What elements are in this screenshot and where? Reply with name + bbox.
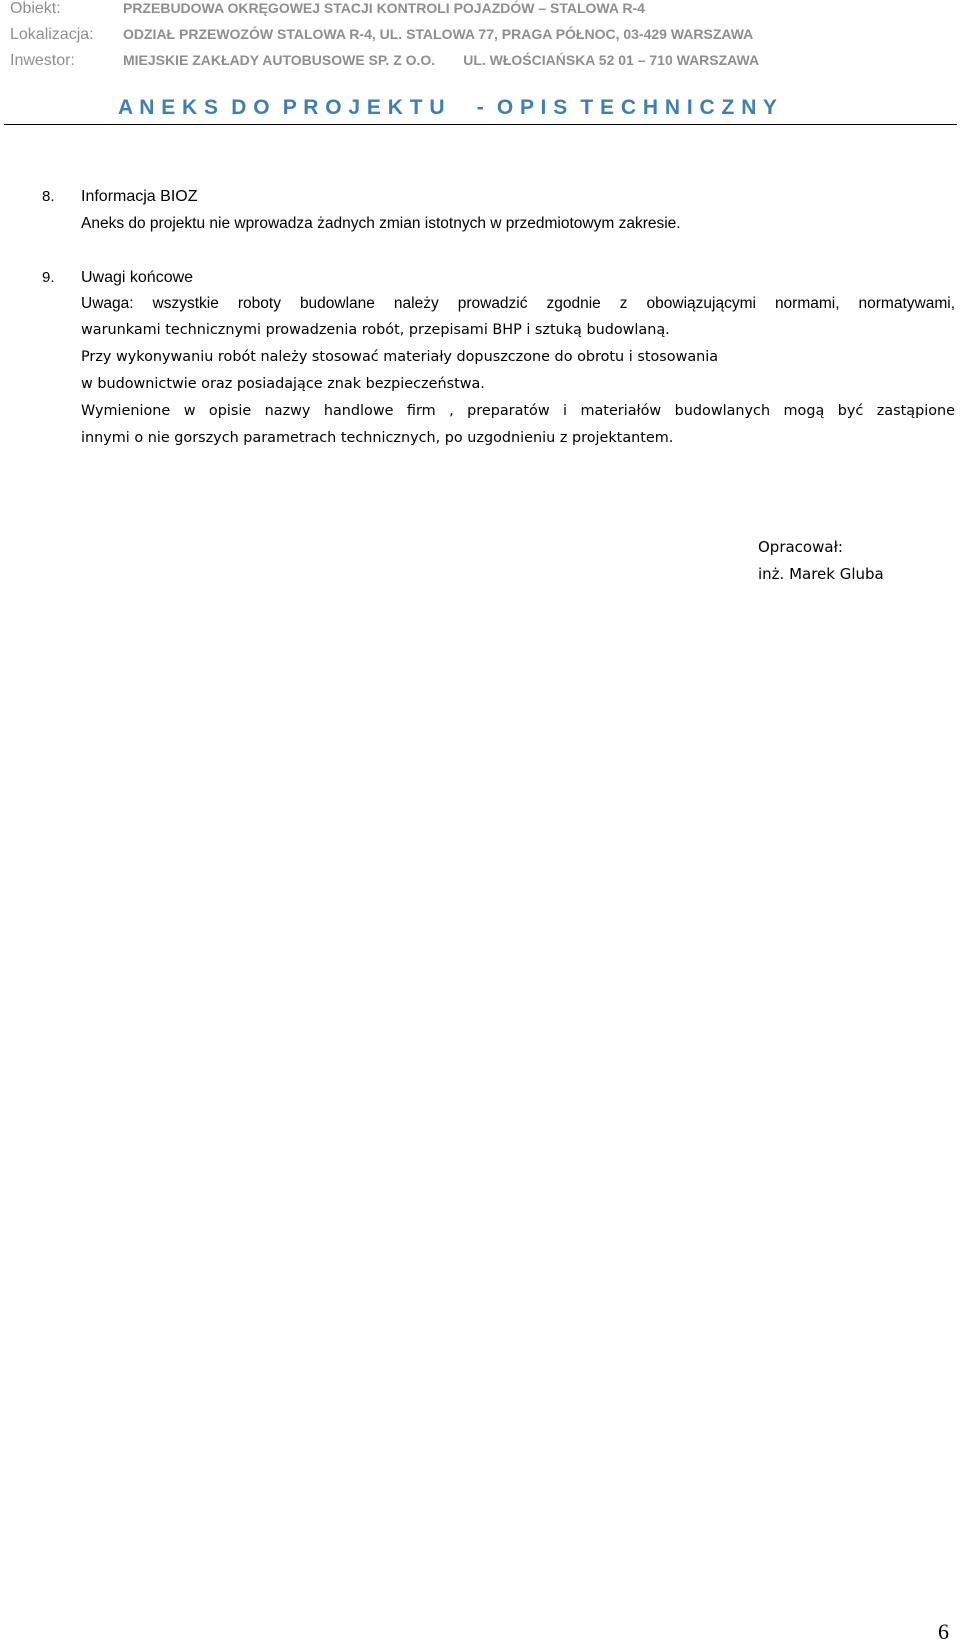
section-9-paragraph-3-line-2: innymi o nie gorszych parametrach technicznych, po uzgodnieniu z projektantem. — [81, 430, 674, 446]
section-8-number: 8. — [42, 188, 55, 205]
section-9-paragraph-2-line-1: Przy wykonywaniu robót należy stosować materiały dopuszczone do obrotu i stosowania — [81, 349, 719, 365]
section-9-heading — [42, 269, 193, 287]
header-investor-row — [0, 52, 960, 82]
section-9-paragraph-3-line-1: Wymienione w opisie nazwy handlowe firm , preparatów i materiałów budowlanych mogą być zastąpione — [81, 403, 955, 419]
section-9-paragraph-2-line-2: w budownictwie oraz posiadające znak bezpieczeństwa. — [81, 376, 485, 392]
section-8-heading — [42, 188, 197, 206]
investor-address: UL. WŁOŚCIAŃSKA 52 01 – 710 WARSZAWA — [463, 52, 760, 68]
header-divider — [4, 124, 957, 125]
object-value: PRZEBUDOWA OKRĘGOWEJ STACJI KONTROLI POJAZDÓW – STALOWA R-4 — [123, 0, 645, 16]
document-banner: A N E K S D O P R O J E K T U - O P I S T E C H N I C Z N Y — [118, 96, 778, 119]
section-8-title: Informacja BIOZ — [81, 188, 198, 205]
section-9-paragraph-1-line-2: warunkami technicznymi prowadzenia robót, przepisami BHP i sztuką budowlaną. — [81, 322, 670, 338]
investor-value — [123, 52, 759, 68]
section-9-title: Uwagi końcowe — [81, 269, 194, 286]
signature-label: Opracował: — [758, 538, 843, 556]
location-label: Lokalizacja: — [10, 26, 94, 43]
investor-name: MIEJSKIE ZAKŁADY AUTOBUSOWE SP. Z O.O. — [123, 52, 436, 68]
investor-label: Inwestor: — [10, 52, 75, 69]
object-label: Obiekt: — [10, 0, 61, 17]
signature-name: inż. Marek Gluba — [758, 565, 884, 583]
page-number: 6 — [938, 1619, 949, 1644]
location-value: ODZIAŁ PRZEWOZÓW STALOWA R-4, UL. STALOWA 77, PRAGA PÓŁNOC, 03-429 WARSZAWA — [123, 26, 754, 42]
section-9-paragraph-1-line-1: Uwaga: wszystkie roboty budowlane należy prowadzić zgodnie z obowiązującymi normami, normatywami, — [81, 295, 955, 312]
section-9-number: 9. — [42, 269, 55, 286]
section-8-text: Aneks do projektu nie wprowadza żadnych zmian istotnych w przedmiotowym zakresie. — [81, 215, 681, 232]
